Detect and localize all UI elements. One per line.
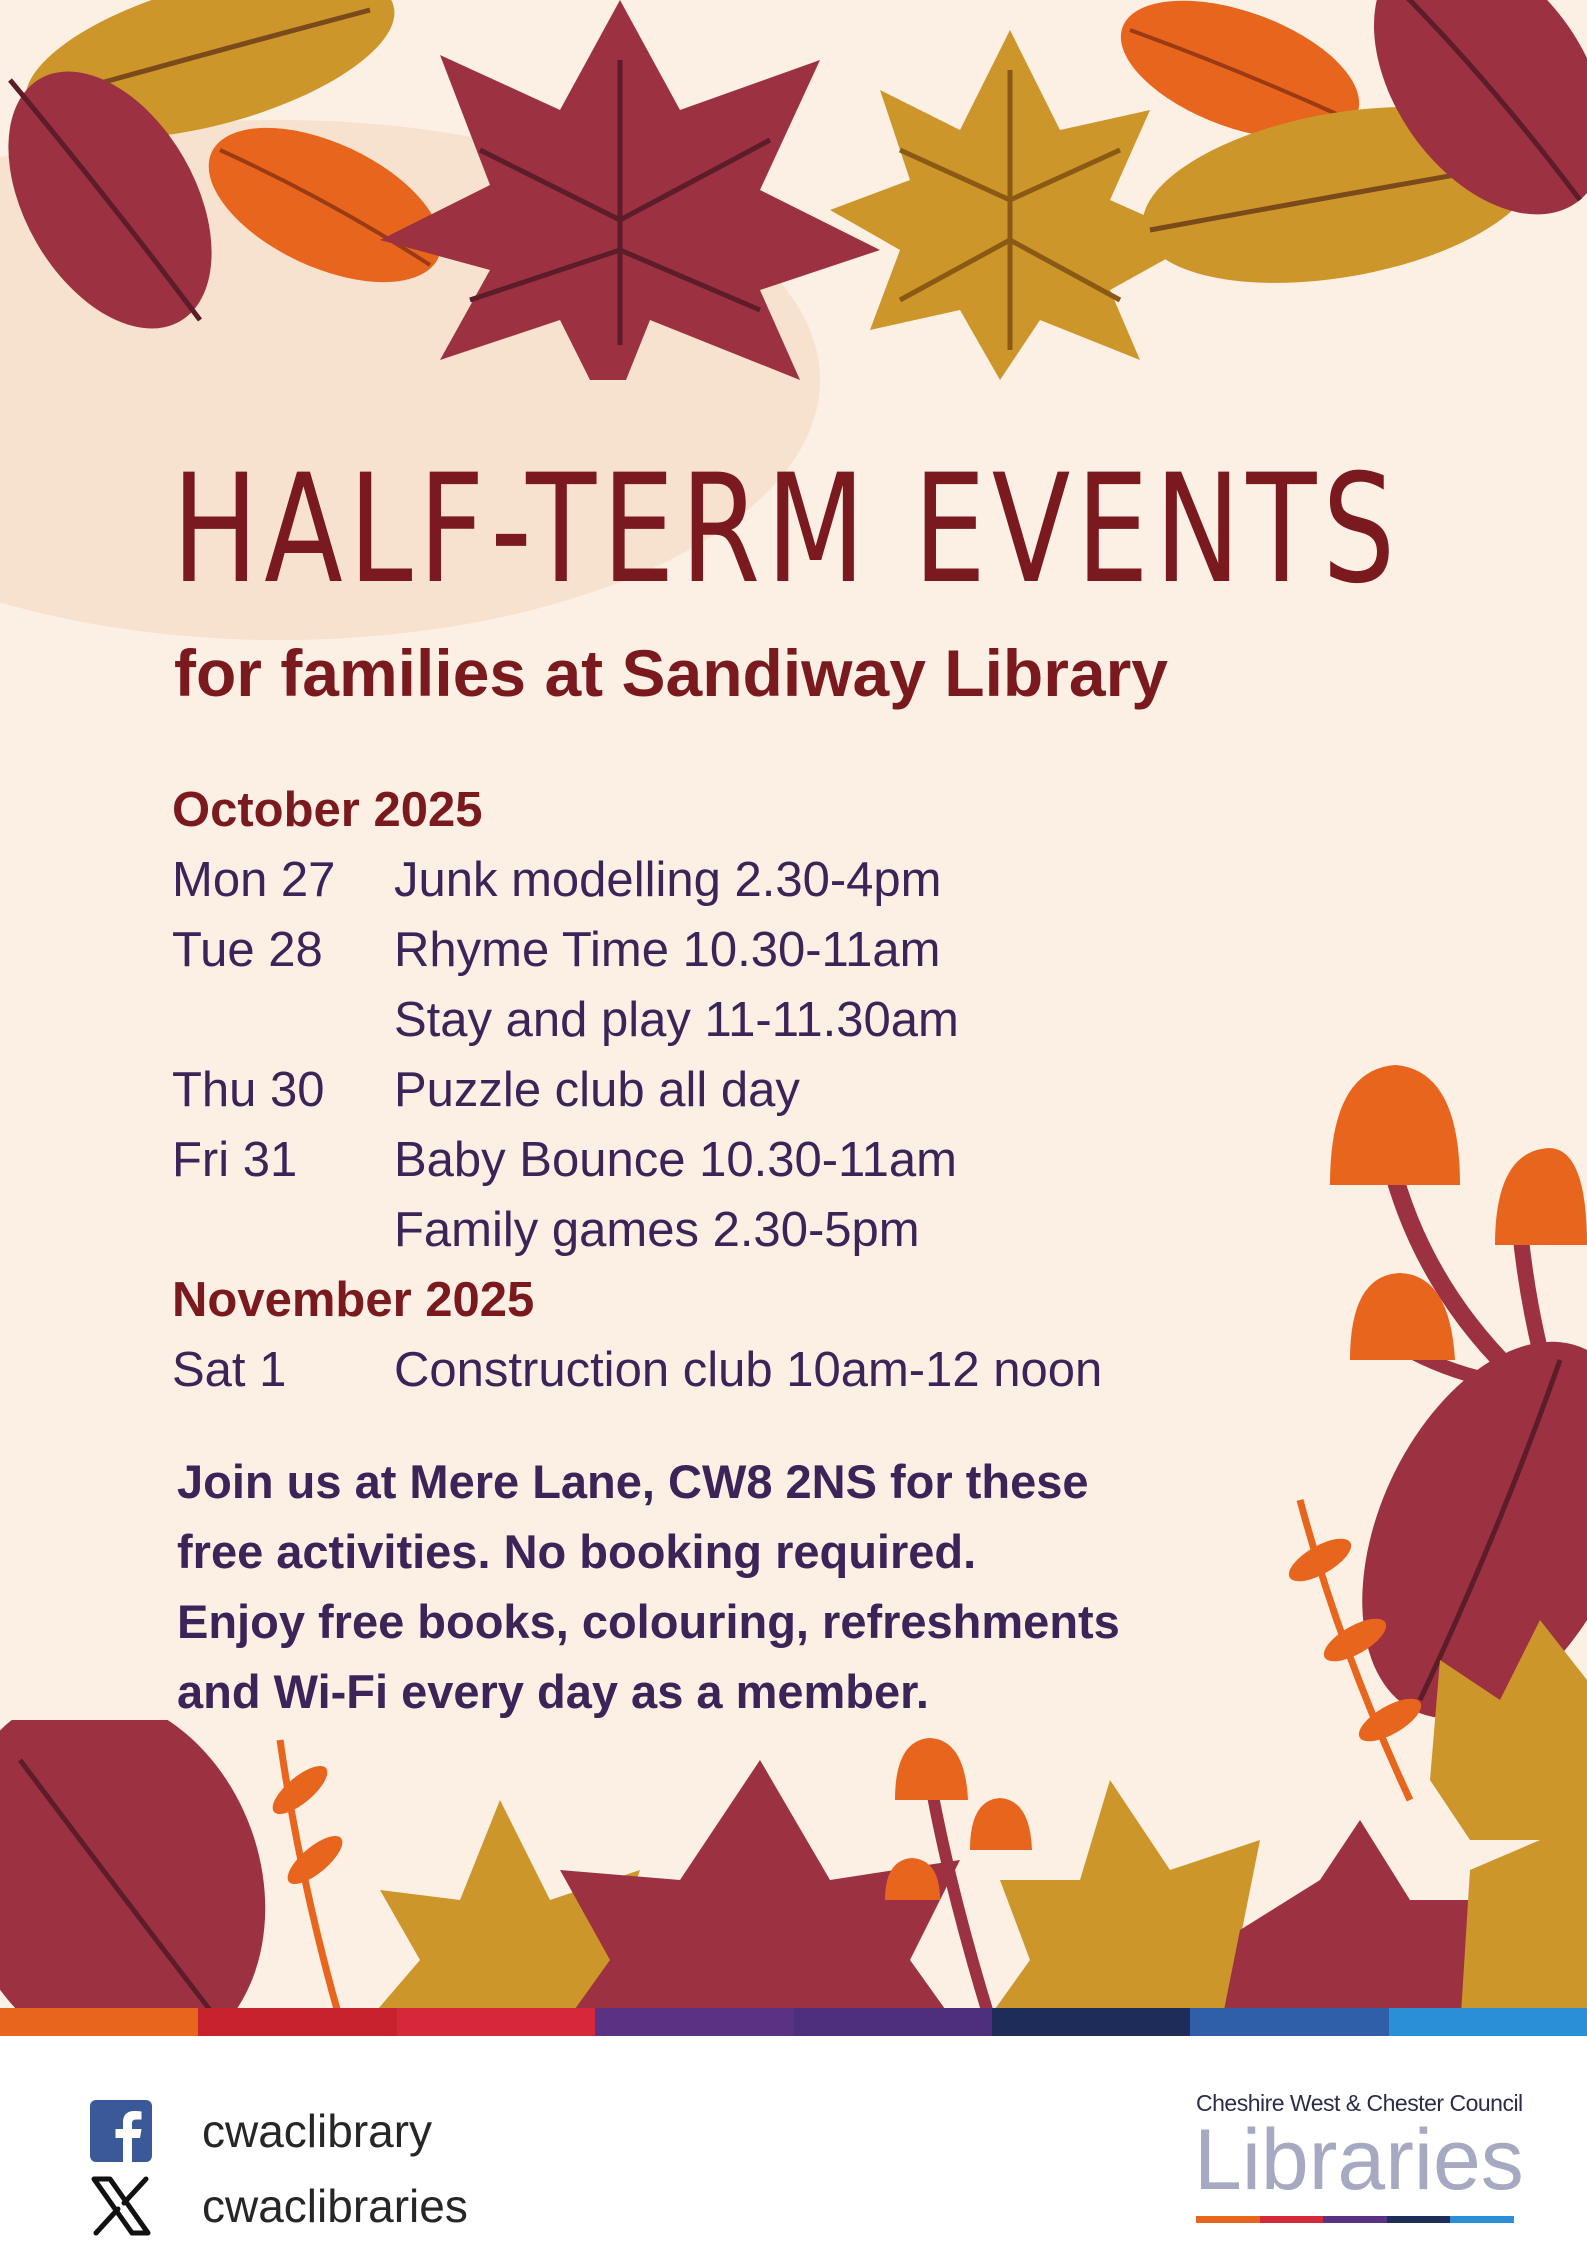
event-day: Sat 1 bbox=[172, 1343, 287, 1397]
logo-council-name: Cheshire West & Chester Council bbox=[1196, 2090, 1523, 2116]
event-row bbox=[172, 845, 942, 915]
color-stripe bbox=[0, 2008, 1587, 2036]
stripe-segment bbox=[595, 2008, 793, 2036]
event-row bbox=[172, 1195, 920, 1265]
event-activity: Construction club 10am-12 noon bbox=[394, 1343, 1103, 1397]
page-subtitle: for families at Sandiway Library bbox=[174, 636, 1168, 710]
mushroom-cap bbox=[1330, 1065, 1460, 1185]
event-row bbox=[172, 1055, 800, 1125]
info-line: and Wi-Fi every day as a member. bbox=[177, 1665, 929, 1718]
social-x[interactable] bbox=[90, 2171, 468, 2241]
footer bbox=[0, 2036, 1587, 2245]
event-activity: Family games 2.30-5pm bbox=[394, 1203, 920, 1257]
maple-leaf-maroon bbox=[380, 0, 880, 380]
fern-leaf bbox=[281, 1828, 350, 1892]
stripe-segment bbox=[1389, 2008, 1587, 2036]
logo-bar-segment bbox=[1387, 2216, 1451, 2223]
logo-color-bar bbox=[1196, 2216, 1514, 2223]
mushroom-cap bbox=[895, 1738, 968, 1800]
info-paragraph bbox=[177, 1447, 1277, 1727]
event-day: Thu 30 bbox=[172, 1063, 325, 1117]
leaf-maroon bbox=[0, 1720, 316, 2030]
logo-bar-segment bbox=[1196, 2216, 1260, 2223]
fern-leaf bbox=[1283, 1530, 1358, 1589]
stripe-segment bbox=[397, 2008, 595, 2036]
logo-bar-segment bbox=[1323, 2216, 1387, 2223]
stripe-segment bbox=[0, 2008, 198, 2036]
page-title: HALF-TERM EVENTS bbox=[172, 443, 1402, 617]
top-autumn-leaves-decoration bbox=[0, 0, 1587, 380]
mushroom-cap bbox=[970, 1798, 1032, 1850]
event-activity: Junk modelling 2.30-4pm bbox=[394, 853, 942, 907]
event-row bbox=[172, 985, 959, 1055]
event-day: Mon 27 bbox=[172, 853, 336, 907]
x-handle: cwaclibraries bbox=[202, 2180, 468, 2232]
stripe-segment bbox=[198, 2008, 396, 2036]
event-activity: Stay and play 11-11.30am bbox=[394, 993, 959, 1047]
event-row bbox=[172, 1335, 1103, 1405]
x-icon bbox=[90, 2175, 152, 2237]
facebook-handle: cwaclibrary bbox=[202, 2105, 433, 2157]
event-day: Fri 31 bbox=[172, 1133, 298, 1187]
info-line: Join us at Mere Lane, CW8 2NS for these bbox=[177, 1455, 1089, 1508]
event-day: Tue 28 bbox=[172, 923, 323, 977]
maple-leaf-maroon bbox=[1220, 1820, 1500, 2030]
logo-bar-segment bbox=[1450, 2216, 1514, 2223]
logo-bar-segment bbox=[1260, 2216, 1324, 2223]
maple-leaf-gold bbox=[830, 30, 1200, 380]
logo-libraries: Libraries bbox=[1194, 2112, 1524, 2208]
mushroom-cap bbox=[885, 1858, 940, 1900]
stripe-segment bbox=[794, 2008, 992, 2036]
maple-leaf-gold bbox=[1460, 1820, 1587, 2030]
event-activity: Baby Bounce 10.30-11am bbox=[394, 1133, 957, 1187]
event-row bbox=[172, 1125, 957, 1195]
leaf-orange bbox=[186, 96, 465, 314]
social-facebook[interactable] bbox=[90, 2096, 432, 2166]
event-row bbox=[172, 915, 941, 985]
month-heading: October 2025 bbox=[172, 783, 483, 837]
event-activity: Puzzle club all day bbox=[394, 1063, 800, 1117]
bottom-autumn-leaves-decoration bbox=[0, 1720, 1587, 2030]
event-schedule bbox=[172, 775, 1103, 1405]
facebook-icon bbox=[90, 2100, 152, 2162]
mushroom-cap bbox=[1495, 1148, 1587, 1245]
event-activity: Rhyme Time 10.30-11am bbox=[394, 923, 941, 977]
info-line: Enjoy free books, colouring, refreshments bbox=[177, 1595, 1120, 1648]
info-line: free activities. No booking required. bbox=[177, 1525, 977, 1578]
stripe-segment bbox=[992, 2008, 1190, 2036]
month-heading: November 2025 bbox=[172, 1273, 535, 1327]
fern-leaf bbox=[266, 1758, 335, 1822]
stripe-segment bbox=[1190, 2008, 1388, 2036]
